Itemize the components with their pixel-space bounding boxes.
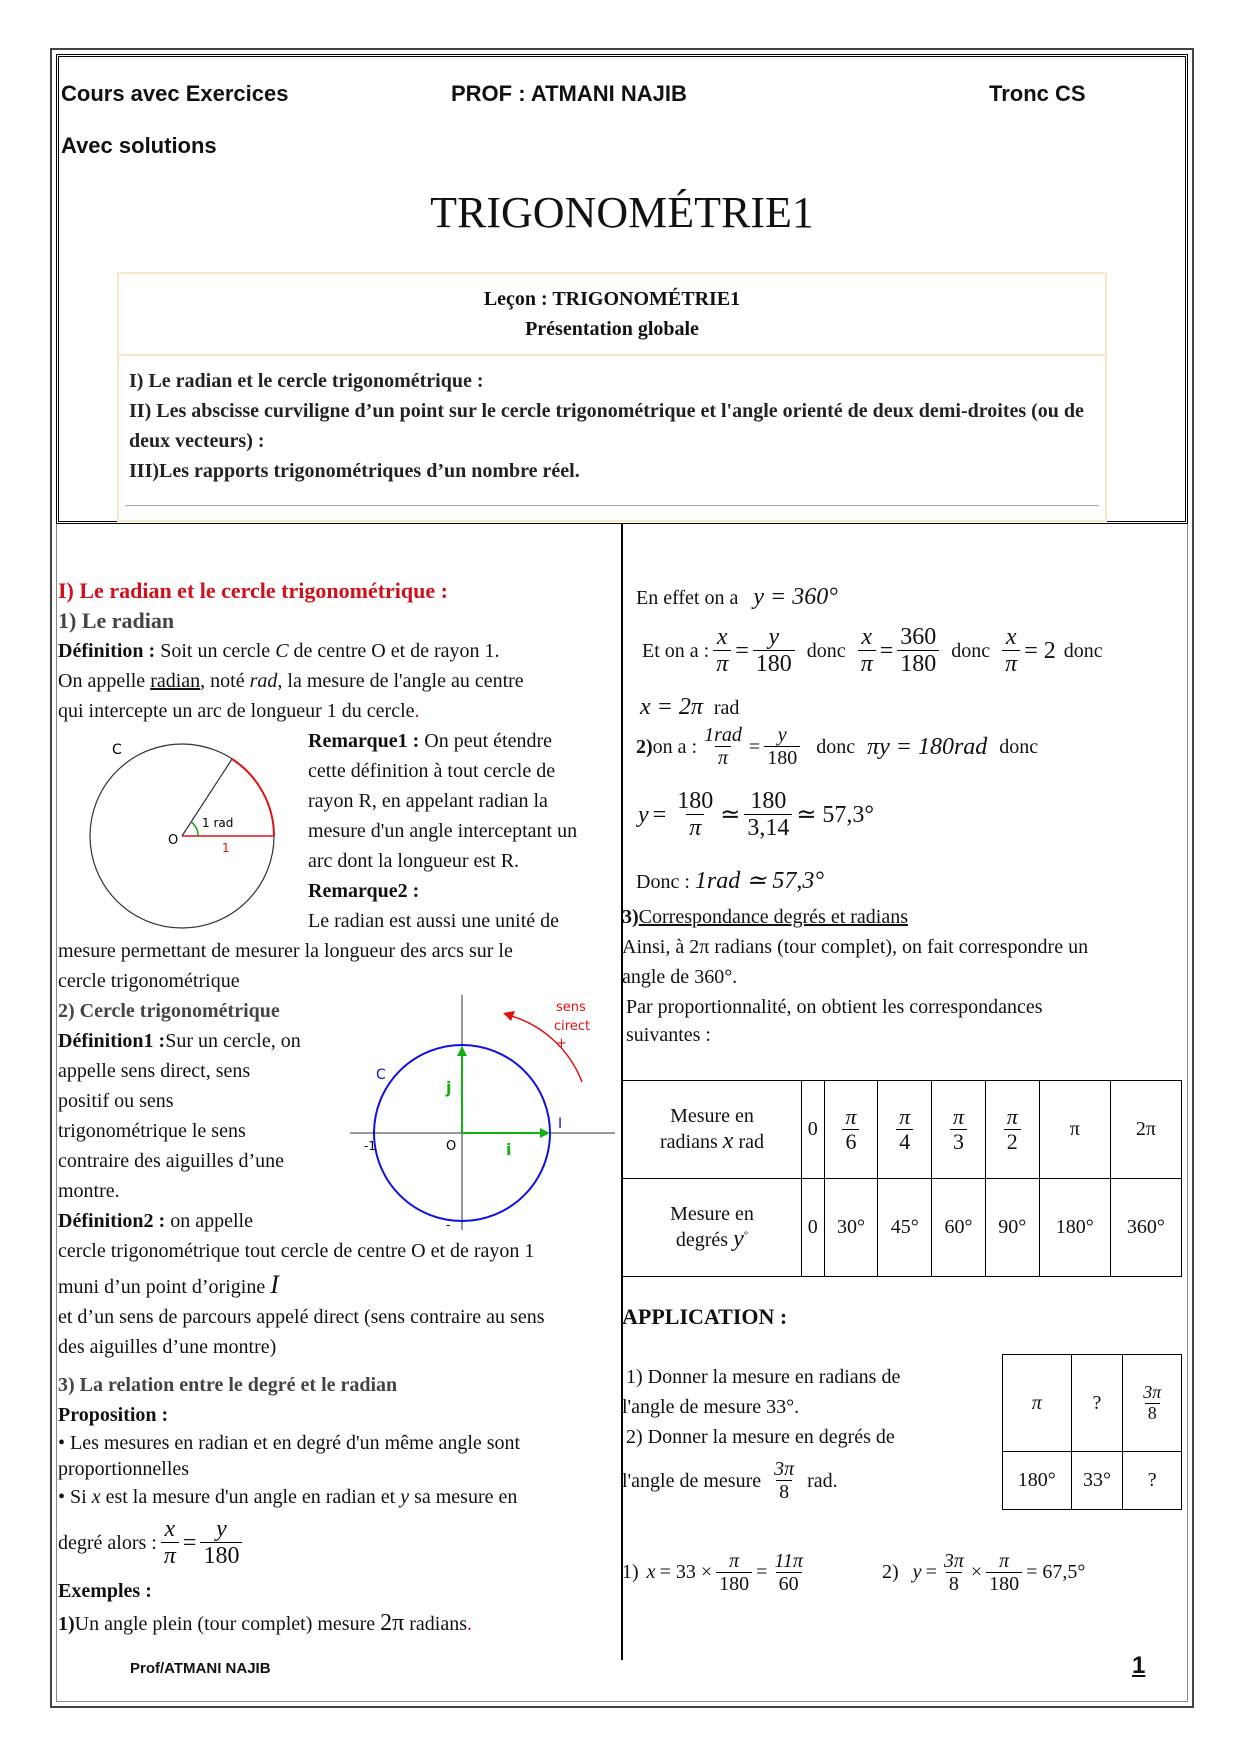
sens-label: sens xyxy=(556,1000,586,1015)
vector-label-i: i xyxy=(506,1140,512,1159)
frac-3pi-8: $\frac{3\pi}{8}$ xyxy=(943,1550,964,1595)
subsection-radian: 1) Le radian xyxy=(58,608,175,633)
page-number: 1 xyxy=(1132,1652,1146,1679)
proposition-formula: degré alors : $\frac{x}{\pi}$ = $\frac{y}{180}$ xyxy=(58,1516,246,1570)
section-1-heading: I) Le radian et le cercle trigonométrique : xyxy=(58,578,448,603)
definition-radian: Définition : Soit un cercle C de centre O et de rayon 1. xyxy=(58,640,500,662)
definition-radian-line3: qui intercepte un arc de longueur 1 du cercle. xyxy=(58,700,420,722)
application-title: APPLICATION : xyxy=(622,1304,788,1329)
direct-label: cirect xyxy=(554,1019,591,1034)
prof-label: PROF : ATMANI NAJIB xyxy=(451,81,687,106)
correspondence-table xyxy=(622,1080,1182,1277)
subsection-degree-radian: 3) La relation entre le degré et le radian xyxy=(58,1374,398,1396)
frac-y-180: $\frac{y}{180}$ xyxy=(764,724,800,769)
header-box xyxy=(56,54,1188,524)
course-label: Cours avec Exercices xyxy=(61,81,289,106)
question-2b: l'angle de mesure $\frac{3\pi}{8}$ rad. xyxy=(622,1458,838,1503)
origin-label-i: I xyxy=(558,1116,563,1132)
lesson-summary-box xyxy=(117,272,1107,522)
circle-label-c: C xyxy=(376,1067,386,1083)
frac-3pi-8: $\frac{3\pi}{8}$ xyxy=(774,1458,795,1503)
question-1: 1) Donner la mesure en radians de xyxy=(626,1366,901,1388)
donc-line: Donc : 1rad ≃ 57,3° xyxy=(636,868,824,894)
center-label-o: O xyxy=(168,833,179,848)
arc-length-1 xyxy=(232,759,274,836)
lesson-rule xyxy=(125,505,1099,506)
plus-label: + xyxy=(556,1036,567,1051)
vector-i-arrow xyxy=(540,1128,550,1138)
remark-1: Remarque1 : On peut étendre cette définition à tout cercle de rayon R, en appelant radian la mesure d'un angle interceptant un arc dont la longueur est R. Remarque2 : Le radian est aussi une unité de xyxy=(308,730,578,932)
question-1b: l'angle de mesure 33°. xyxy=(622,1396,800,1418)
cell: 33° xyxy=(1071,1452,1123,1510)
outline-item: III)Les rapports trigonométriques d’un nombre réel. xyxy=(129,460,580,482)
cell: $\frac{\pi}{2}$ xyxy=(985,1081,1039,1179)
application-table xyxy=(1002,1354,1182,1510)
lesson-head xyxy=(119,274,1105,356)
cell: $\frac{\pi}{6}$ xyxy=(824,1081,878,1179)
proposition-label: Proposition : xyxy=(58,1404,169,1426)
frac-pi-180: $\frac{\pi}{180}$ xyxy=(986,1550,1022,1595)
proposition-bullet-2: • Si x est la mesure d'un angle en radian et y sa mesure en xyxy=(58,1486,518,1508)
examples-label: Exemples : xyxy=(58,1580,152,1602)
radius-label: 1 xyxy=(222,841,230,855)
frac-11pi-60: $\frac{11\pi}{60}$ xyxy=(774,1550,803,1595)
frac-180-314: $\frac{180}{3,14}$ xyxy=(744,788,792,842)
circle-label-c: C xyxy=(112,742,122,758)
cell: π xyxy=(1003,1355,1072,1452)
corr-line-1: Ainsi, à 2π radians (tour complet), on fait correspondre un xyxy=(622,936,1089,958)
table-row-radians xyxy=(623,1081,1182,1179)
center-label-o: O xyxy=(446,1139,457,1154)
cell: ? xyxy=(1123,1452,1182,1510)
cell: 0 xyxy=(802,1179,825,1277)
frac-x-pi: $\frac{x}{\pi}$ xyxy=(858,624,876,678)
cell: 45° xyxy=(878,1179,932,1277)
table-row xyxy=(1003,1452,1182,1510)
class-label: Tronc CS xyxy=(989,81,1086,106)
approx-line: y = $\frac{180}{\pi}$ ≃ $\frac{180}{3,14}$ ≃ 57,3° xyxy=(638,788,875,842)
proposition-bullet-1: • Les mesures en radian et en degré d'un même angle sont xyxy=(58,1432,521,1454)
frac-1rad-pi: $\frac{\text{1rad}}{\pi}$ xyxy=(704,724,742,769)
cell: 180° xyxy=(1003,1452,1072,1510)
frac-y-180: $\frac{y}{180}$ xyxy=(753,624,795,678)
proposition-bullet-1b: proportionnelles xyxy=(58,1458,190,1480)
cell: 90° xyxy=(985,1179,1039,1277)
page-title: TRIGONOMÉTRIE1 xyxy=(430,188,814,237)
table-row-degrees xyxy=(623,1179,1182,1277)
frac-x-pi: $\frac{x}{\pi}$ xyxy=(1002,624,1020,678)
cell: 2π xyxy=(1110,1081,1181,1179)
row-head-radians: Mesure en radians x rad xyxy=(623,1081,802,1179)
cell: π xyxy=(1039,1081,1110,1179)
ratio-line: Et on a : $\frac{x}{\pi}$ = $\frac{y}{180}$ donc $\frac{x}{\pi}$ = $\frac{360}{180}$ donc $\frac{x}{\pi}$ = 2 donc xyxy=(642,624,1103,678)
remark-2-line2: mesure permettant de mesurer la longueur des arcs sur le xyxy=(58,940,513,962)
cell: $\frac{\pi}{3}$ xyxy=(932,1081,986,1179)
radian-circle-figure xyxy=(80,740,310,940)
cell: ? xyxy=(1071,1355,1123,1452)
angle-label: 1 rad xyxy=(202,816,234,830)
section-correspondence: 3)Correspondance degrés et radians xyxy=(622,906,909,928)
lesson-outline xyxy=(119,356,1105,486)
example-1: 1)Un angle plein (tour complet) mesure 2π radians. xyxy=(58,1610,473,1636)
frac-360-180: $\frac{360}{180}$ xyxy=(897,624,939,678)
minus-one-label: -1 xyxy=(364,1139,376,1153)
cell: 0 xyxy=(802,1081,825,1179)
formula-x-over-pi: $\frac{x}{\pi}$ xyxy=(161,1516,179,1570)
x-equals-2pi: x = 2π rad xyxy=(640,694,740,720)
trig-circle-figure xyxy=(350,985,620,1235)
corr-line-3: Par proportionnalité, on obtient les correspondances xyxy=(626,996,1043,1018)
cell: $\frac{\pi}{4}$ xyxy=(878,1081,932,1179)
effect-line: En effet on a y = 360° xyxy=(636,584,838,610)
vector-j-arrow xyxy=(457,1046,467,1056)
outline-item: II) Les abscisse curviligne d’un point sur le cercle trigonométrique et l'angle orienté de deux demi-droites (ou de deux vecteurs) : xyxy=(129,400,1084,452)
table-row xyxy=(1003,1355,1182,1452)
definition-radian-line2: On appelle radian, noté rad, la mesure de l'angle au centre xyxy=(58,670,524,692)
cell: $\frac{3\pi}{8}$ xyxy=(1123,1355,1182,1452)
equals-sign: = xyxy=(182,1529,197,1556)
cell: 180° xyxy=(1039,1179,1110,1277)
vector-label-j: j xyxy=(446,1078,452,1097)
angle-mark xyxy=(191,822,198,836)
outline-item: I) Le radian et le cercle trigonométrique : xyxy=(129,370,484,392)
definition-1: Définition1 :Sur un cercle, on appelle sens direct, sens positif ou sens trigonométrique le sens contraire des aiguilles d’une montre. Définition2 : on appelle cercle trigonométrique tout cercle de centre O et de rayon 1 muni d’un point d’origine I et d’un sens de parcours appelé direct (sens contraire au sens des aiguilles d’une montre) xyxy=(58,1030,545,1358)
frac-x-pi: $\frac{x}{\pi}$ xyxy=(713,624,731,678)
lesson-title: Leçon : TRIGONOMÉTRIE1 xyxy=(483,288,741,310)
subsection-trig-circle: 2) Cercle trigonométrique xyxy=(58,1000,280,1022)
footer-author: Prof/ATMANI NAJIB xyxy=(130,1660,271,1677)
solution-1: 1) x = 33 × $\frac{\pi}{180}$ = $\frac{11\pi}{60}$ xyxy=(622,1550,810,1595)
remark-2-line3: cercle trigonométrique xyxy=(58,970,240,992)
cell: 360° xyxy=(1110,1179,1181,1277)
frac-180-pi: $\frac{180}{\pi}$ xyxy=(677,788,714,842)
cell: 30° xyxy=(824,1179,878,1277)
solution-2: 2) y = $\frac{3\pi}{8}$ × $\frac{\pi}{180}$ = 67,5° xyxy=(882,1550,1086,1595)
minus-label: - xyxy=(446,1218,451,1232)
corr-line-4: suivantes : xyxy=(626,1024,711,1046)
formula-y-over-180: $\frac{y}{180}$ xyxy=(200,1516,242,1570)
corr-line-2: angle de 360°. xyxy=(622,966,738,988)
cell: 60° xyxy=(932,1179,986,1277)
frac-pi-180: $\frac{\pi}{180}$ xyxy=(716,1550,752,1595)
lesson-subtitle: Présentation globale xyxy=(525,318,699,340)
solutions-label: Avec solutions xyxy=(61,133,217,158)
question-2: 2) Donner la mesure en degrés de xyxy=(626,1426,895,1448)
row-head-degrees: Mesure en degrés y° xyxy=(623,1179,802,1277)
step-2-line: 2) on a : $\frac{\text{1rad}}{\pi}$ = $\frac{y}{180}$ donc πy = 180rad donc xyxy=(636,724,1039,769)
